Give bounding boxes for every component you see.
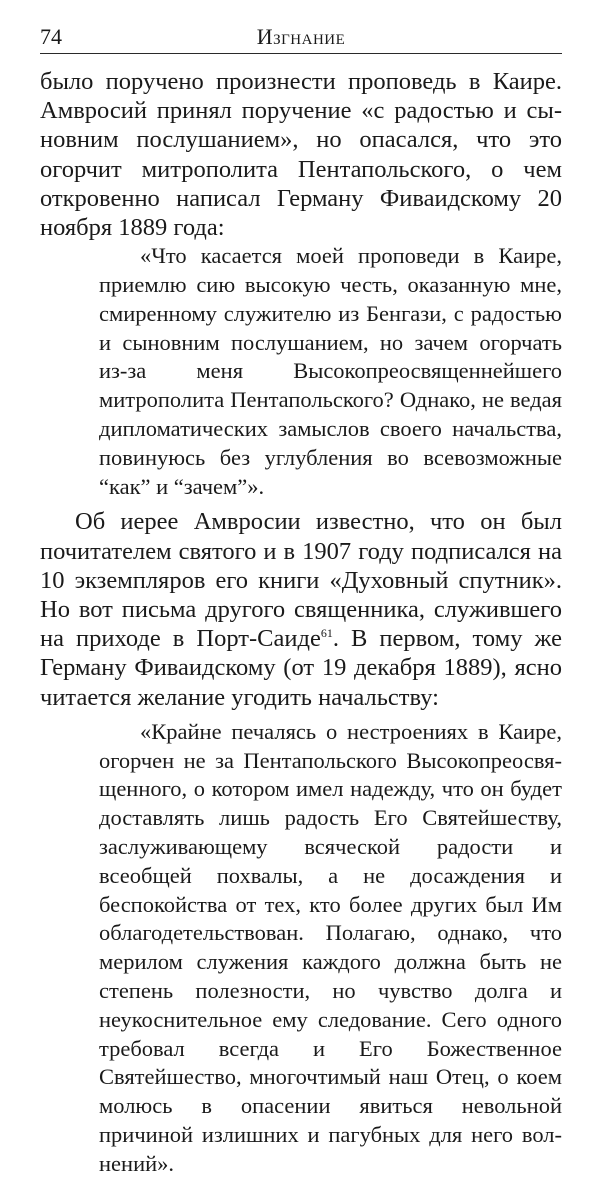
footnote-reference[interactable]: 61 (320, 626, 333, 641)
running-header (40, 20, 562, 54)
chapter-title: Изгнание (256, 24, 346, 49)
book-page (40, 20, 562, 1179)
paragraph-continued: было поручено произнести проповедь в Каире. Амвросий принял поручение «с радостью и сыновним послушанием», но опасался, что это огорчит митрополита Пентапольского, о чем откровенно написал Герману Фиваидскому 20 ноября 1889 года: (40, 68, 562, 242)
page-number: 74 (40, 24, 62, 49)
paragraph-text: . В первом, тому же Герману Фиваидскому (от 19 декабря 1889), ясно читается желание угодить начальству: (40, 625, 562, 711)
block-quote-letter-1: «Что касается моей проповеди в Каире, приемлю сию высокую честь, оказанную мне, смиренному служителю из Бенгази, с радостью и сыновним послушанием, но зачем огорчать из-за меня Высокопреосвященнейшего митрополита Пентапольского? Однако, не ведая дипломатических замыслов своего начальства, повинуюсь без углубления во всевозможные “как” и “зачем”». (99, 243, 562, 499)
page-body (40, 67, 562, 1179)
paragraph-ambrose (40, 507, 562, 711)
block-quote-letter-2: «Крайне печалясь о нестроениях в Каире, огорчен не за Пентапольского Высокопреосвященного, о котором имел надежду, что он будет доставлять лишь радость Его Святейшеству, заслуживающему всяческой радости и всеобщей похвалы, а не досаждения и беспокойства от тех, кто более других был Им облагодетельствован. Полагаю, однако, что мерилом служения каждого должна быть не степень полезности, но чувство долга и неукоснительное ему следование. Сего одного требовал всегда и Его Божественное Святейшество, многочтимый наш Отец, о коем молюсь в опасении явиться невольной причиной излишних и пагубных для него волнений». (99, 718, 562, 1176)
paragraph-text: Об иерее Амвросии известно, что он был почитателем святого и в 1907 году подписался на 10 экземпляров его книги «Духовный спутник». Но вот письма другого священника, служившего на приходе в Порт-Саиде (40, 508, 562, 653)
